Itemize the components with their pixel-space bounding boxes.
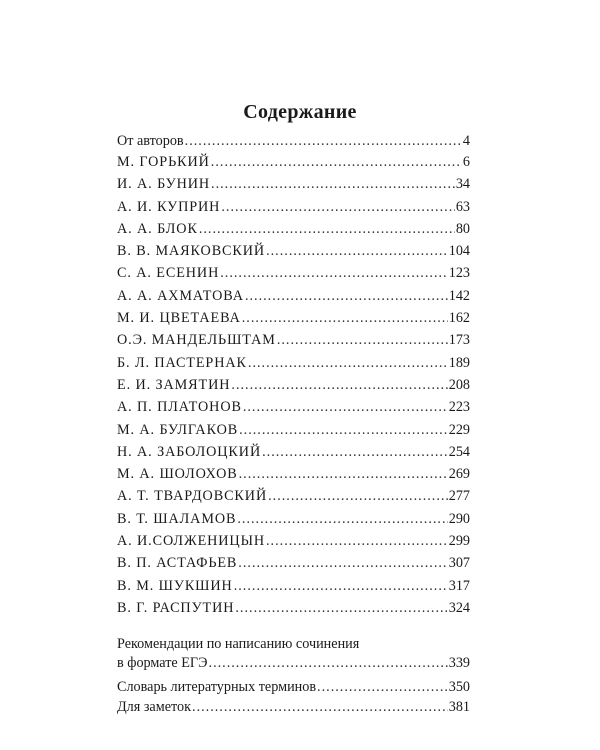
dot-leader (248, 352, 448, 374)
dot-leader (239, 463, 448, 485)
toc-entry-page: 254 (448, 443, 470, 460)
toc-entry-page: 223 (448, 399, 470, 416)
toc-entry-label: Е. И. ЗАМЯТИН (117, 376, 231, 393)
toc-entry-author[interactable] (117, 240, 470, 262)
toc-entry-label: М. ГОРЬКИЙ (117, 154, 210, 170)
toc-entry-page: 34 (455, 176, 470, 193)
toc-entry-label: В. В. МАЯКОВСКИЙ (117, 243, 266, 260)
toc-entry-label: А. И.СОЛЖЕНИЦЫН (117, 533, 265, 550)
toc-entry-label: А. А. АХМАТОВА (117, 287, 244, 304)
toc-entry-label: В. М. ШУКШИН (117, 577, 233, 594)
toc-entry-author[interactable] (117, 329, 470, 351)
dot-leader (268, 485, 448, 507)
dot-leader (237, 508, 447, 530)
toc-entry-recommendations[interactable] (117, 636, 470, 673)
toc-entry-author[interactable] (117, 285, 470, 307)
toc-entry-page: 63 (455, 198, 470, 215)
toc-entry-author[interactable] (117, 441, 470, 463)
dot-leader (277, 329, 448, 351)
toc-entry-page: 173 (448, 332, 470, 349)
dot-leader (209, 653, 448, 673)
toc-entry-page: 290 (448, 510, 470, 527)
toc-entry-author[interactable] (117, 307, 470, 329)
dot-leader (235, 597, 447, 619)
toc-entry-glossary[interactable] (117, 677, 470, 697)
toc-authors-list (117, 151, 470, 619)
toc-entry-page: 277 (448, 488, 470, 505)
dot-leader (192, 697, 448, 717)
toc-entry-page: 317 (448, 577, 470, 594)
toc-entry-label: М. А. БУЛГАКОВ (117, 421, 239, 438)
toc-entry-page: 339 (448, 655, 470, 672)
toc-entry-page: 324 (448, 599, 470, 616)
table-of-contents (117, 132, 470, 717)
toc-entry-label: А. П. ПЛАТОНОВ (117, 399, 242, 416)
dot-leader (317, 677, 448, 697)
toc-intro-section (117, 132, 470, 151)
toc-entry-author[interactable] (117, 396, 470, 418)
toc-entry-author[interactable] (117, 419, 470, 441)
toc-entry-page: 142 (448, 287, 470, 304)
toc-entry-intro[interactable] (117, 132, 470, 151)
toc-entry-label: От авторов (117, 133, 184, 149)
toc-entry-label: А. Т. ТВАРДОВСКИЙ (117, 488, 268, 505)
toc-entry-page: 104 (448, 243, 470, 260)
toc-entry-label: И. А. БУНИН (117, 176, 211, 193)
dot-leader (239, 419, 448, 441)
dot-leader (231, 374, 447, 396)
toc-entry-page: 381 (448, 699, 470, 716)
toc-entry-author[interactable] (117, 552, 470, 574)
toc-entry-label: Словарь литературных терминов (117, 679, 317, 696)
dot-leader (266, 240, 448, 262)
toc-entry-page: 4 (462, 133, 470, 149)
toc-entry-label: В. Т. ШАЛАМОВ (117, 510, 237, 527)
toc-entry-author[interactable] (117, 196, 470, 218)
dot-leader (220, 262, 447, 284)
toc-entry-page: 350 (448, 679, 470, 696)
dot-leader (262, 441, 448, 463)
toc-entry-page: 123 (448, 265, 470, 282)
toc-entry-author[interactable] (117, 218, 470, 240)
toc-entry-page: 299 (448, 533, 470, 550)
toc-entry-author[interactable] (117, 485, 470, 507)
dot-leader (185, 132, 462, 151)
toc-entry-page: 307 (448, 555, 470, 572)
dot-leader (211, 173, 455, 195)
toc-entry-author[interactable] (117, 463, 470, 485)
toc-entry-page: 208 (448, 376, 470, 393)
dot-leader (266, 530, 448, 552)
toc-entry-label: А. А. БЛОК (117, 220, 198, 237)
toc-entry-author[interactable] (117, 374, 470, 396)
toc-entry-label: С. А. ЕСЕНИН (117, 265, 220, 282)
toc-entry-label-line2: в формате ЕГЭ (117, 655, 208, 672)
toc-entry-label: Б. Л. ПАСТЕРНАК (117, 354, 247, 371)
dot-leader (221, 196, 454, 218)
toc-entry-label: В. Г. РАСПУТИН (117, 599, 235, 616)
toc-entry-author[interactable] (117, 173, 470, 195)
toc-entry-author[interactable] (117, 575, 470, 597)
toc-entry-label-line1: Рекомендации по написанию сочинения (117, 636, 360, 653)
toc-entry-label: О.Э. МАНДЕЛЬШТАМ (117, 332, 276, 349)
toc-entry-author[interactable] (117, 262, 470, 284)
toc-entry-author[interactable] (117, 597, 470, 619)
dot-leader (199, 218, 455, 240)
toc-entry-page: 6 (462, 154, 470, 170)
toc-entry-page: 162 (448, 310, 470, 327)
dot-leader (242, 307, 448, 329)
toc-entry-notes[interactable] (117, 697, 470, 717)
toc-entry-author[interactable] (117, 530, 470, 552)
toc-entry-author[interactable] (117, 352, 470, 374)
toc-entry-label: Н. А. ЗАБОЛОЦКИЙ (117, 443, 262, 460)
toc-entry-author[interactable] (117, 508, 470, 530)
toc-entry-label: А. И. КУПРИН (117, 198, 221, 215)
toc-entry-page: 229 (448, 421, 470, 438)
toc-entry-page: 80 (455, 220, 470, 237)
toc-entry-label: М. А. ШОЛОХОВ (117, 466, 238, 483)
toc-entry-page: 269 (448, 466, 470, 483)
dot-leader (245, 285, 448, 307)
toc-entry-label: М. И. ЦВЕТАЕВА (117, 310, 241, 327)
dot-leader (238, 552, 447, 574)
dot-leader (211, 151, 462, 173)
toc-entry-label: В. П. АСТАФЬЕВ (117, 555, 238, 572)
page-title: Содержание (243, 101, 357, 123)
dot-leader (234, 575, 448, 597)
toc-entry-author[interactable] (117, 151, 470, 173)
toc-appendix-section (117, 636, 470, 717)
toc-entry-label: Для заметок (117, 699, 192, 716)
toc-entry-page: 189 (448, 354, 470, 371)
dot-leader (243, 396, 448, 418)
